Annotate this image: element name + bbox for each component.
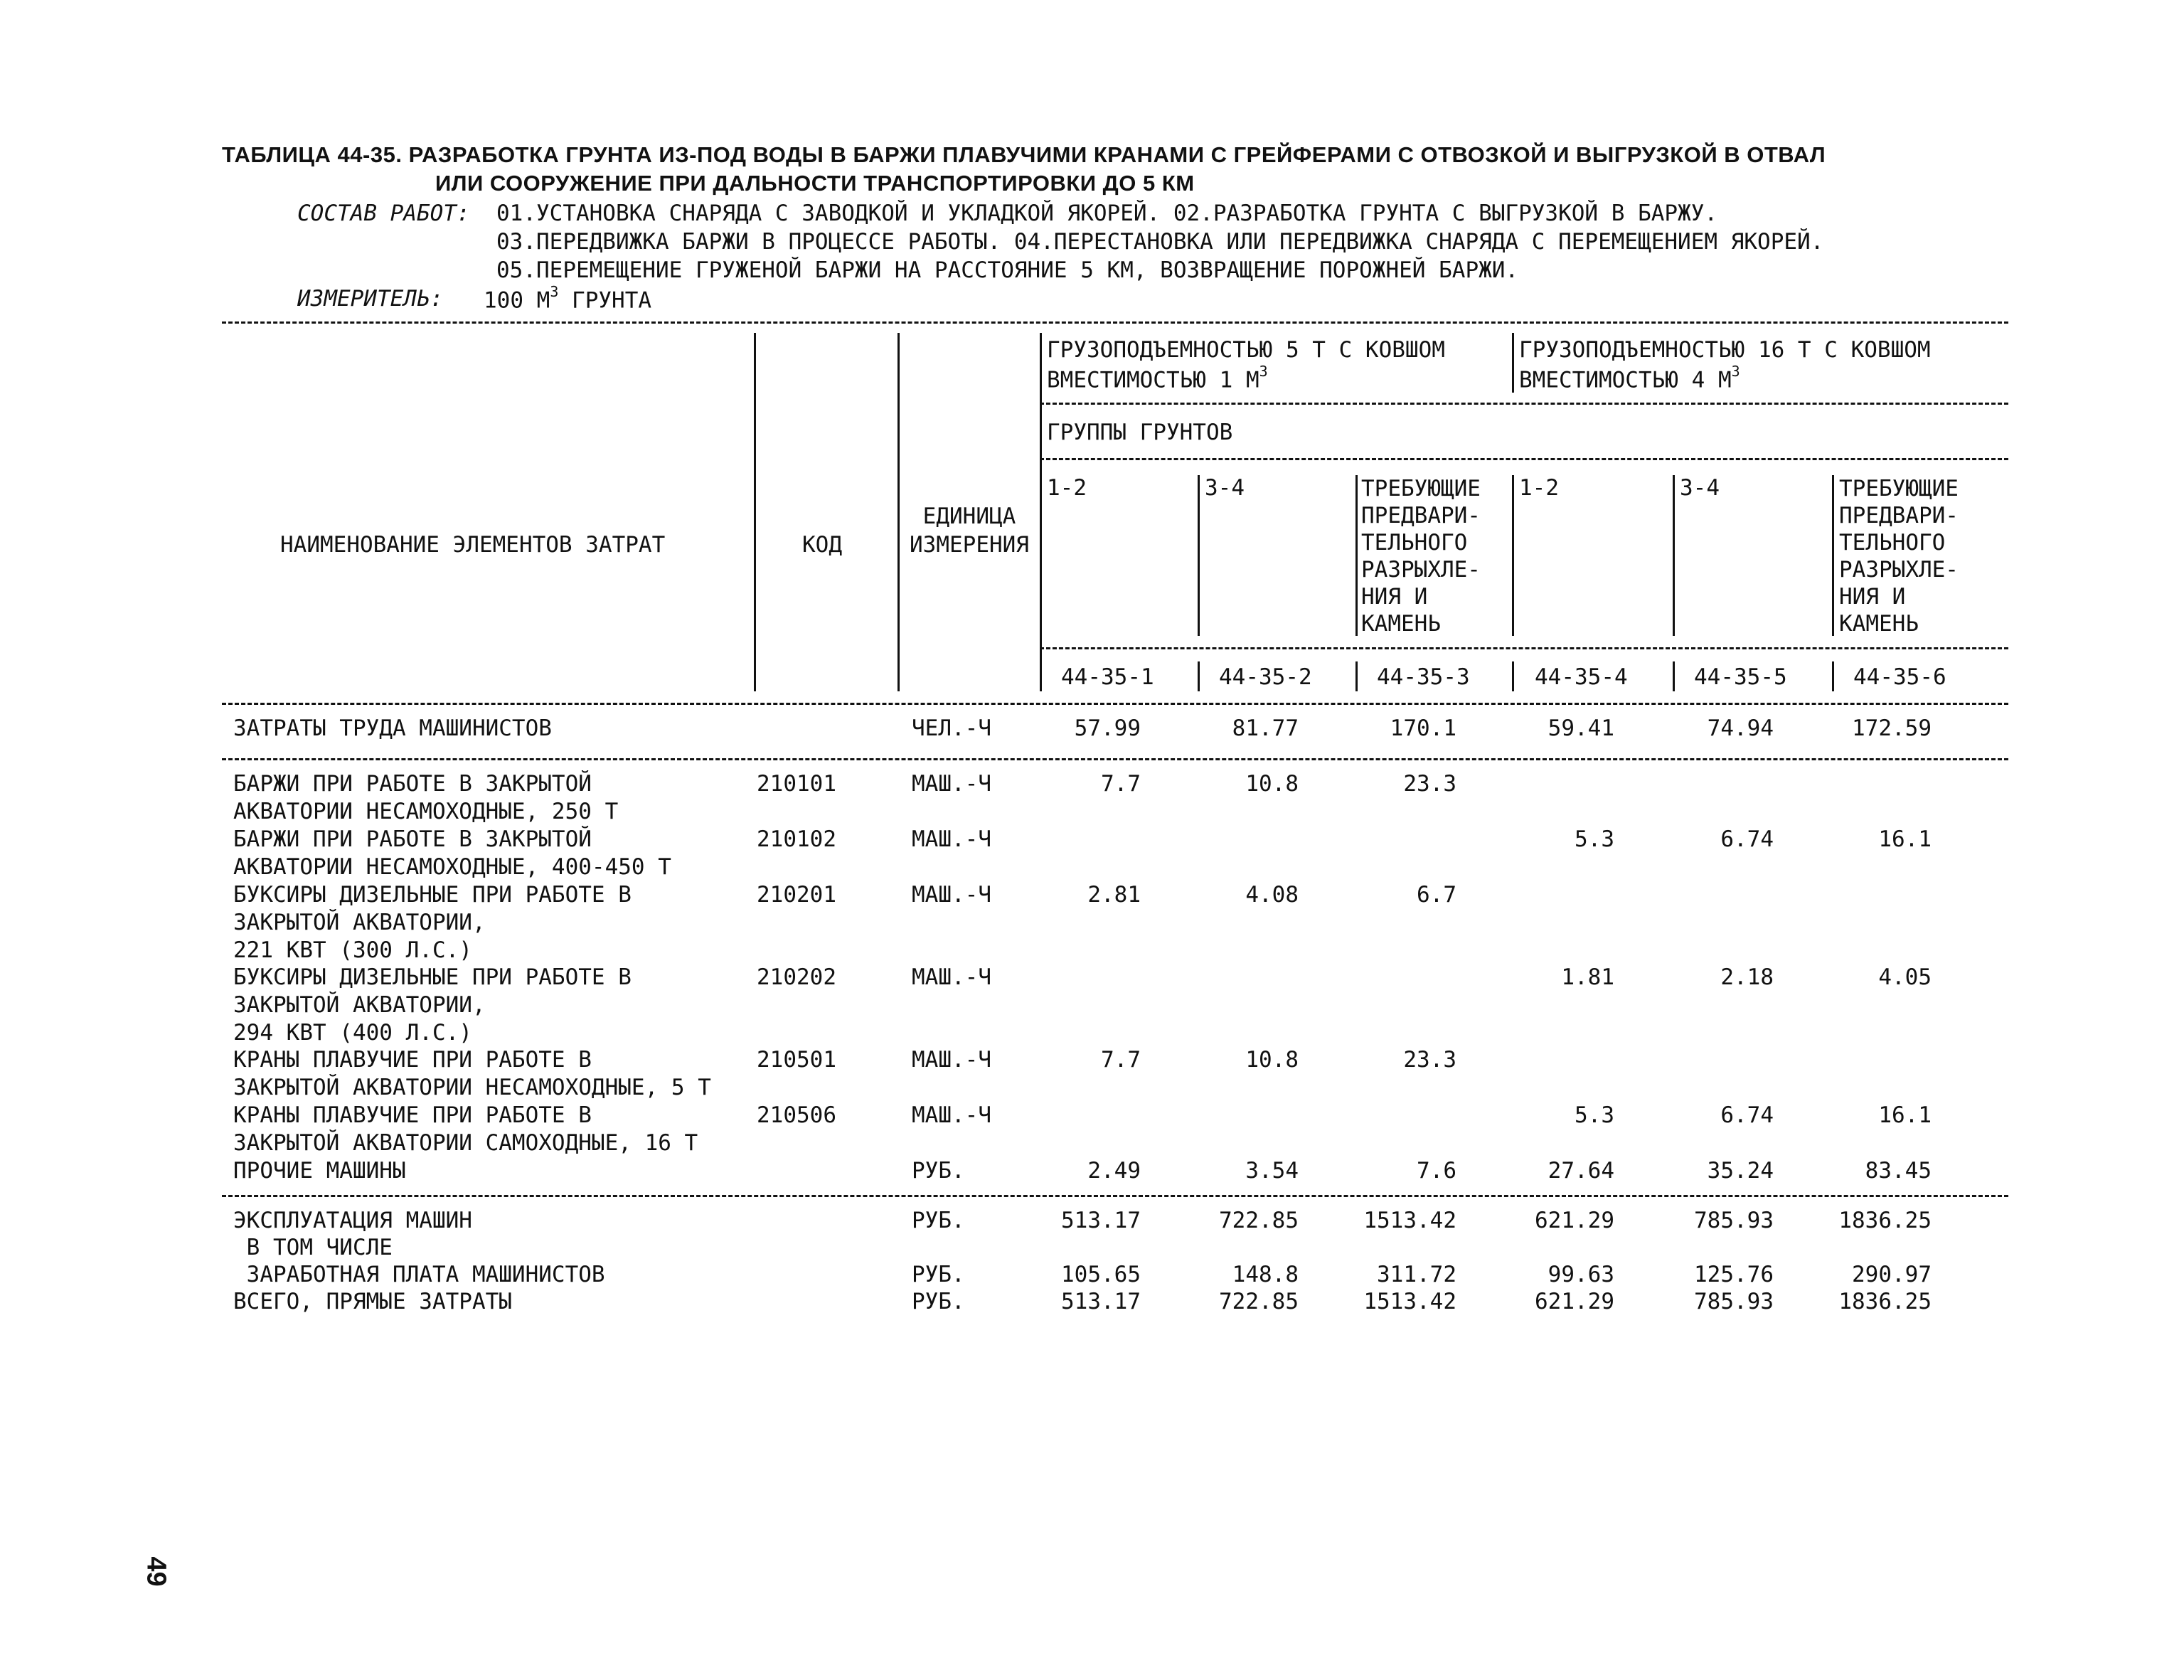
- work-line-2: 03.ПЕРЕДВИЖКА БАРЖИ В ПРОЦЕССЕ РАБОТЫ. 04.ПЕРЕСТАНОВКА ИЛИ ПЕРЕДВИЖКА СНАРЯДА С ПЕРЕМЕЩЕНИЕМ ЯКОРЕЙ.: [496, 229, 1824, 255]
- row-unit: РУБ.: [912, 1158, 965, 1184]
- code-divider-2: [1198, 661, 1200, 691]
- soil-rule: [1040, 458, 2008, 460]
- row-value-1: 7.7: [1101, 771, 1141, 797]
- soil-groups-label: ГРУППЫ ГРУНТОВ: [1047, 420, 1233, 445]
- col-header-unit-1: ЕДИНИЦА: [922, 504, 1016, 529]
- soil-hard-line: РАЗРЫХЛЕ-: [1361, 557, 1481, 583]
- row-name-line: КРАНЫ ПЛАВУЧИЕ ПРИ РАБОТЕ В: [233, 1047, 592, 1073]
- row-name-line: БУКСИРЫ ДИЗЕЛЬНЫЕ ПРИ РАБОТЕ В: [233, 882, 632, 908]
- row-name-line: ЗАКРЫТОЙ АКВАТОРИИ НЕСАМОХОДНЫЕ, 5 Т: [233, 1075, 711, 1100]
- row-value-3: 23.3: [1403, 771, 1456, 797]
- row-value-3: 1513.42: [1363, 1208, 1456, 1233]
- row-name-line: 294 КВТ (400 Л.С.): [233, 1020, 472, 1046]
- row-name-line: БУКСИРЫ ДИЗЕЛЬНЫЕ ПРИ РАБОТЕ В: [233, 964, 632, 990]
- soil-hard-line: ПРЕДВАРИ-: [1361, 503, 1481, 528]
- row-value-5: 6.74: [1720, 1102, 1774, 1128]
- row-name-line: ЗАКРЫТОЙ АКВАТОРИИ,: [233, 910, 486, 935]
- row-code: 210102: [757, 826, 836, 852]
- row-value-6: 16.1: [1878, 1102, 1932, 1128]
- header-divider-s5: [1673, 475, 1675, 636]
- header-divider-unit: [1040, 333, 1042, 691]
- code-divider-5: [1673, 661, 1675, 691]
- soil-1-2-b: 1-2: [1519, 475, 1559, 501]
- col-header-code: КОД: [802, 532, 842, 558]
- header-divider-groups: [1512, 333, 1514, 393]
- row-code: 210501: [757, 1047, 836, 1073]
- row-value-2: 722.85: [1219, 1208, 1299, 1233]
- code-divider-6: [1832, 661, 1834, 691]
- row-value-4: 5.3: [1575, 826, 1614, 852]
- soil-hard-a: [1361, 475, 1481, 637]
- work-line-1: 01.УСТАНОВКА СНАРЯДА С ЗАВОДКОЙ И УКЛАДКОЙ ЯКОРЕЙ. 02.РАЗРАБОТКА ГРУНТА С ВЫГРУЗКОЙ В БАРЖУ.: [496, 201, 1718, 226]
- soil-hard-line: ТРЕБУЮЩИЕ: [1839, 476, 1959, 501]
- code-44-35-4: 44-35-4: [1535, 664, 1628, 690]
- soil-hard-line: НИЯ И: [1361, 584, 1428, 610]
- row-code: 210506: [757, 1102, 836, 1128]
- row-value-3: 6.7: [1417, 882, 1456, 908]
- row-unit: МАШ.-Ч: [912, 964, 991, 990]
- row-unit: МАШ.-Ч: [912, 826, 991, 852]
- row-value-5: 785.93: [1694, 1289, 1774, 1314]
- header-bottom-rule: [222, 703, 2008, 705]
- codes-rule: [1040, 647, 2008, 649]
- soil-hard-line: ТРЕБУЮЩИЕ: [1361, 476, 1481, 501]
- soil-hard-b: [1839, 475, 1959, 637]
- row-value-1: 57.99: [1074, 716, 1141, 741]
- row-value-4: 621.29: [1535, 1208, 1614, 1233]
- machines-rule: [222, 1195, 2008, 1197]
- row-value-5: 35.24: [1707, 1158, 1774, 1184]
- row-unit: РУБ.: [912, 1208, 965, 1233]
- group-a-line2: ВМЕСТИМОСТЬЮ 1 $М^3$: [1047, 363, 1268, 393]
- row-value-6: 172.59: [1852, 716, 1932, 741]
- row-name-line: 221 КВТ (300 Л.С.): [233, 937, 472, 963]
- row-value-5: 6.74: [1720, 826, 1774, 852]
- row-name-line: КРАНЫ ПЛАВУЧИЕ ПРИ РАБОТЕ В: [233, 1102, 592, 1128]
- group-b-line2: ВМЕСТИМОСТЬЮ 4 $М^3$: [1519, 363, 1740, 393]
- row-value-3: 1513.42: [1363, 1289, 1456, 1314]
- col-header-name: НАИМЕНОВАНИЕ ЭЛЕМЕНТОВ ЗАТРАТ: [280, 532, 666, 558]
- row-name-line: АКВАТОРИИ НЕСАМОХОДНЫЕ, 400-450 Т: [233, 854, 671, 880]
- code-divider-4: [1512, 661, 1514, 691]
- row-value-6: 4.05: [1878, 964, 1932, 990]
- soil-hard-line: ТЕЛЬНОГО: [1361, 530, 1468, 555]
- table-title: ТАБЛИЦА 44-35. РАЗРАБОТКА ГРУНТА ИЗ-ПОД ВОДЫ В БАРЖИ ПЛАВУЧИМИ КРАНАМИ С ГРЕЙФЕРАМИ С ОТВОЗКОЙ И ВЫГРУЗКОЙ В ОТВАЛ: [222, 142, 1826, 167]
- soil-hard-line: ТЕЛЬНОГО: [1839, 530, 1946, 555]
- row-name-line: В ТОМ ЧИСЛЕ: [233, 1235, 393, 1260]
- row-unit: ЧЕЛ.-Ч: [912, 716, 991, 741]
- row-value-6: 83.45: [1865, 1158, 1932, 1184]
- row-unit: МАШ.-Ч: [912, 882, 991, 908]
- row-value-2: 722.85: [1219, 1289, 1299, 1314]
- row-value-3: 170.1: [1390, 716, 1456, 741]
- code-44-35-2: 44-35-2: [1219, 664, 1312, 690]
- row-name-line: ВСЕГО, ПРЯМЫЕ ЗАТРАТЫ: [233, 1289, 512, 1314]
- header-divider-s6: [1832, 475, 1834, 636]
- table-top-rule: [222, 321, 2008, 324]
- soil-hard-line: ПРЕДВАРИ-: [1839, 503, 1959, 528]
- soil-hard-line: КАМЕНЬ: [1839, 611, 1919, 637]
- row-value-4: 27.64: [1548, 1158, 1614, 1184]
- row-value-4: 5.3: [1575, 1102, 1614, 1128]
- row-value-6: 1836.25: [1838, 1289, 1932, 1314]
- code-divider-3: [1355, 661, 1358, 691]
- row-value-3: 311.72: [1377, 1262, 1456, 1287]
- row-value-4: 99.63: [1548, 1262, 1614, 1287]
- row-value-6: 290.97: [1852, 1262, 1932, 1287]
- row-value-2: 10.8: [1245, 1047, 1299, 1073]
- row-value-3: 23.3: [1403, 1047, 1456, 1073]
- meter-label: ИЗМЕРИТЕЛЬ:: [297, 286, 444, 312]
- header-divider-s2: [1198, 475, 1200, 636]
- header-divider-s4: [1512, 475, 1514, 636]
- row-value-1: 7.7: [1101, 1047, 1141, 1073]
- work-label: СОСТАВ РАБОТ:: [297, 201, 470, 226]
- row-value-3: 7.6: [1417, 1158, 1456, 1184]
- row-unit: РУБ.: [912, 1262, 965, 1287]
- header-divider-s3: [1355, 475, 1358, 636]
- row-name-line: ЗАКРЫТОЙ АКВАТОРИИ,: [233, 992, 486, 1018]
- row-unit: МАШ.-Ч: [912, 771, 991, 797]
- row-value-5: 785.93: [1694, 1208, 1774, 1233]
- col-header-unit-2: ИЗМЕРЕНИЯ: [910, 532, 1029, 558]
- row-value-1: 105.65: [1061, 1262, 1141, 1287]
- row-code: 210101: [757, 771, 836, 797]
- soil-1-2-a: 1-2: [1047, 475, 1087, 501]
- row-value-2: 4.08: [1245, 882, 1299, 908]
- row-value-6: 1836.25: [1838, 1208, 1932, 1233]
- code-44-35-1: 44-35-1: [1061, 664, 1154, 690]
- row-value-2: 81.77: [1232, 716, 1299, 741]
- row-value-1: 2.81: [1087, 882, 1141, 908]
- table-title-line2: ИЛИ СООРУЖЕНИЕ ПРИ ДАЛЬНОСТИ ТРАНСПОРТИРОВКИ ДО 5 КМ: [435, 171, 1195, 196]
- code-44-35-3: 44-35-3: [1377, 664, 1470, 690]
- row-name-line: БАРЖИ ПРИ РАБОТЕ В ЗАКРЫТОЙ: [233, 826, 592, 852]
- row-name-line: АКВАТОРИИ НЕСАМОХОДНЫЕ, 250 Т: [233, 799, 619, 824]
- page-number: 49: [141, 1556, 171, 1587]
- row-value-1: 513.17: [1061, 1208, 1141, 1233]
- row-name-line: ЭКСПЛУАТАЦИЯ МАШИН: [233, 1208, 472, 1233]
- group-b-line1: ГРУЗОПОДЪЕМНОСТЬЮ 16 Т С КОВШОМ: [1519, 337, 1931, 363]
- row-value-2: 10.8: [1245, 771, 1299, 797]
- header-divider-name: [754, 333, 756, 691]
- row-value-5: 2.18: [1720, 964, 1774, 990]
- row-value-4: 59.41: [1548, 716, 1614, 741]
- row-code: 210202: [757, 964, 836, 990]
- soil-3-4-a: 3-4: [1205, 475, 1245, 501]
- header-divider-code: [897, 333, 900, 691]
- row-name-line: ЗАКРЫТОЙ АКВАТОРИИ САМОХОДНЫЕ, 16 Т: [233, 1130, 698, 1156]
- soil-3-4-b: 3-4: [1680, 475, 1720, 501]
- row-value-2: 148.8: [1232, 1262, 1299, 1287]
- row-value-4: 621.29: [1535, 1289, 1614, 1314]
- group-a-line1: ГРУЗОПОДЪЕМНОСТЬЮ 5 Т С КОВШОМ: [1047, 337, 1445, 363]
- row-name-line: ЗАТРАТЫ ТРУДА МАШИНИСТОВ: [233, 716, 552, 741]
- row-value-2: 3.54: [1245, 1158, 1299, 1184]
- row-code: 210201: [757, 882, 836, 908]
- work-line-3: 05.ПЕРЕМЕЩЕНИЕ ГРУЖЕНОЙ БАРЖИ НА РАССТОЯНИЕ 5 КМ, ВОЗВРАЩЕНИЕ ПОРОЖНЕЙ БАРЖИ.: [496, 257, 1519, 283]
- soil-hard-line: НИЯ И: [1839, 584, 1906, 610]
- labor-rule: [222, 758, 2008, 760]
- row-name-line: ЗАРАБОТНАЯ ПЛАТА МАШИНИСТОВ: [233, 1262, 605, 1287]
- meter-value: 100 $М^3$ ГРУНТА: [484, 283, 652, 314]
- row-unit: МАШ.-Ч: [912, 1047, 991, 1073]
- soil-hard-line: РАЗРЫХЛЕ-: [1839, 557, 1959, 583]
- row-unit: МАШ.-Ч: [912, 1102, 991, 1128]
- row-name-line: БАРЖИ ПРИ РАБОТЕ В ЗАКРЫТОЙ: [233, 771, 592, 797]
- row-value-5: 125.76: [1694, 1262, 1774, 1287]
- soil-hard-line: КАМЕНЬ: [1361, 611, 1441, 637]
- row-value-4: 1.81: [1561, 964, 1614, 990]
- code-44-35-5: 44-35-5: [1694, 664, 1787, 690]
- code-44-35-6: 44-35-6: [1853, 664, 1946, 690]
- row-value-6: 16.1: [1878, 826, 1932, 852]
- row-value-1: 2.49: [1087, 1158, 1141, 1184]
- row-name-line: ПРОЧИЕ МАШИНЫ: [233, 1158, 406, 1184]
- row-value-5: 74.94: [1707, 716, 1774, 741]
- groups-rule: [1040, 403, 2008, 405]
- row-unit: РУБ.: [912, 1289, 965, 1314]
- row-value-1: 513.17: [1061, 1289, 1141, 1314]
